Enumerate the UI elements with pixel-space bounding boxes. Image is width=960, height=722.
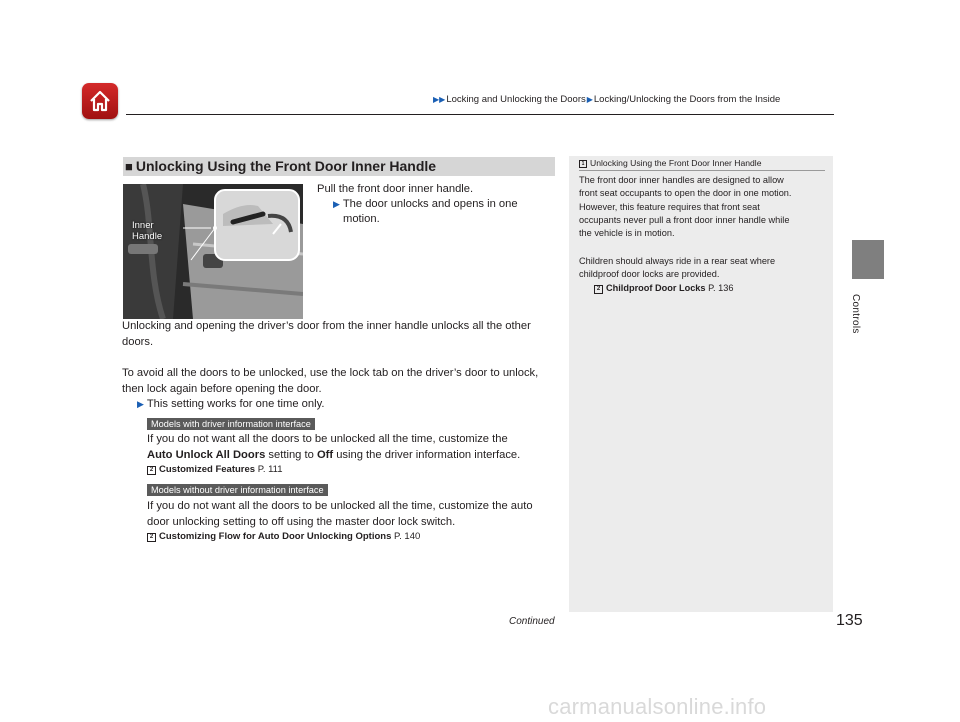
breadcrumb-item[interactable]: Locking and Unlocking the Doors (446, 94, 586, 105)
callout-line: Handle (132, 231, 163, 242)
header-divider (126, 114, 834, 115)
note-line: Children should always ride in a rear seat where (579, 256, 776, 266)
page-reference-icon: 2 (594, 285, 603, 294)
xref-page: P. 140 (391, 531, 421, 542)
note-line: However, this feature requires that front seat (579, 201, 760, 212)
variant-a-line-1: If you do not want all the doors to be unlocked all the time, customize the (147, 433, 508, 445)
variant-b-line-2: door unlocking setting to off using the master door lock switch. (147, 516, 456, 528)
door-handle-figure (123, 184, 303, 319)
paragraph-line: To avoid all the doors to be unlocked, use the lock tab on the driver’s door to unlock, (122, 367, 539, 379)
xref-page: P. 136 (705, 283, 734, 293)
xref-page: P. 111 (255, 464, 283, 475)
triangle-right-icon: ▶ (586, 95, 593, 104)
note-line: the vehicle is in motion. (579, 228, 675, 239)
side-tab[interactable] (852, 240, 884, 279)
note-line: occupants never pull a front door inner handle while (579, 214, 790, 225)
model-badge-without-interface: Models without driver information interface (147, 484, 328, 496)
xref-title: Customized Features (159, 464, 256, 475)
model-badge-with-interface: Models with driver information interface (147, 418, 315, 430)
paragraph-2-result (137, 397, 324, 413)
figure-callout (132, 220, 162, 242)
note-divider (579, 170, 825, 171)
paragraph-1 (122, 319, 531, 350)
paragraph-line: doors. (122, 335, 154, 348)
note-icon: 1 (579, 160, 587, 168)
note-paragraph-1 (579, 174, 791, 240)
setting-value: Off (316, 449, 334, 461)
note-title (579, 158, 762, 168)
text-span: using the driver information interface. (333, 449, 521, 461)
note-xref-childproof[interactable] (594, 282, 733, 295)
continued-label: Continued (509, 616, 555, 627)
step-1-result (333, 197, 518, 213)
step-1-result-cont: motion. (343, 213, 380, 225)
page-reference-icon: 2 (147, 533, 156, 542)
setting-name: Auto Unlock All Doors (147, 449, 266, 461)
xref-title: Childproof Door Locks (606, 283, 706, 293)
section-heading (123, 157, 555, 176)
note-title-text: Unlocking Using the Front Door Inner Handle (590, 158, 762, 168)
note-paragraph-2 (579, 255, 775, 282)
page-number: 135 (836, 612, 863, 629)
triangle-right-icon: ▶ (137, 399, 144, 409)
xref-customized-features[interactable] (147, 464, 283, 475)
breadcrumb (432, 94, 780, 105)
result-line: The door unlocks and opens in one (342, 198, 518, 210)
side-tab-label: Controls (850, 294, 861, 334)
note-line: The front door inner handles are designed to allow (579, 175, 784, 185)
note-line: front seat occupants to open the door in one motion. (579, 188, 792, 199)
step-1: Pull the front door inner handle. (317, 183, 474, 195)
note-line: childproof door locks are provided. (579, 269, 720, 280)
callout-line: Inner (132, 220, 154, 231)
page-reference-icon: 2 (147, 466, 156, 475)
breadcrumb-item[interactable]: Locking/Unlocking the Doors from the Inside (593, 94, 781, 105)
xref-auto-door-unlocking[interactable] (147, 531, 420, 542)
result-line: This setting works for one time only. (146, 398, 325, 410)
paragraph-line: then lock again before opening the door. (122, 382, 322, 395)
heading-marker: ■ (125, 159, 133, 174)
home-icon (88, 89, 112, 113)
variant-b-line-1: If you do not want all the doors to be unlocked all the time, customize the auto (147, 500, 533, 512)
home-button[interactable] (82, 83, 118, 119)
watermark: carmanualsonline.info (548, 694, 767, 719)
text-span: setting to (265, 449, 317, 461)
section-heading-text: Unlocking Using the Front Door Inner Handle (135, 158, 437, 174)
variant-a-line-2 (147, 448, 520, 464)
triangle-right-icon: ▶ (333, 199, 340, 209)
xref-title: Customizing Flow for Auto Door Unlocking Options (159, 531, 392, 542)
paragraph-2 (122, 366, 538, 397)
triangle-right-icon: ▶▶ (433, 95, 446, 104)
paragraph-line: Unlocking and opening the driver’s door from the inner handle unlocks all the other (122, 320, 531, 332)
